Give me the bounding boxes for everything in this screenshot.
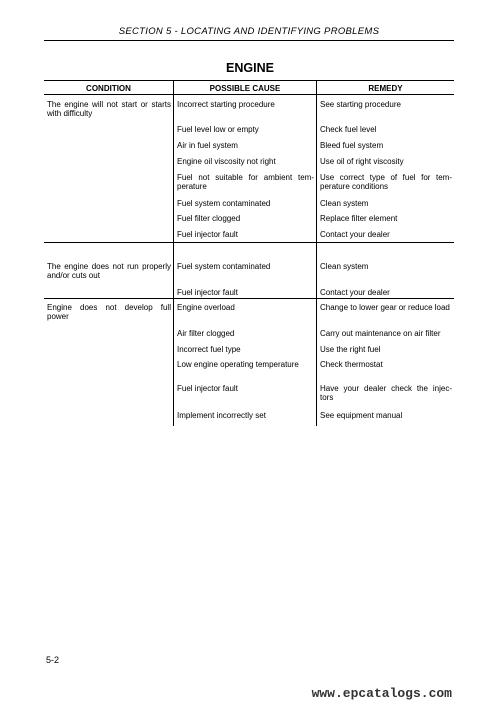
remedy-cell: Carry out maintenance on air filter [320,329,441,338]
watermark-url[interactable]: www.epcatalogs.com [311,686,452,701]
cause-cell: Engine overload [177,303,235,312]
cause-cell: Fuel system contaminated [177,199,271,208]
remedy-cell: Clean system [320,199,369,208]
cause-cell: Incorrect fuel type [177,345,241,354]
remedy-cell: Clean system [320,262,369,271]
header-bottom-rule [44,94,454,95]
column-divider [316,80,317,426]
cause-cell: Implement incorrectly set [177,411,266,420]
cause-cell: Fuel injector fault [177,288,238,297]
column-divider [173,80,174,426]
cause-cell: Engine oil viscosity not right [177,157,276,166]
remedy-cell: See starting procedure [320,100,401,109]
remedy-cell: See equipment manual [320,411,403,420]
page-number: 5-2 [46,655,60,665]
column-header-remedy: REMEDY [368,84,403,93]
cause-cell: Air in fuel system [177,141,238,150]
remedy-cell: Check thermostat [320,360,383,369]
remedy-cell: Replace filter element [320,214,398,223]
group-separator-rule [44,298,454,299]
cause-cell: Fuel level low or empty [177,125,259,134]
remedy-cell: Change to lower gear or reduce load [320,303,450,312]
column-header-cause: POSSIBLE CAUSE [209,84,281,93]
cause-cell: Fuel not suitable for ambient tem- perature [177,173,314,191]
page-title: ENGINE [226,61,274,75]
condition-cell: The engine does not run properly and/or cuts out [47,262,171,280]
column-header-condition: CONDITION [86,84,131,93]
remedy-cell: Use oil of right viscosity [320,157,404,166]
cause-cell: Air filter clogged [177,329,235,338]
header-rule [44,40,454,41]
remedy-cell: Contact your dealer [320,288,390,297]
cause-cell: Fuel injector fault [177,230,238,239]
condition-cell: Engine does not develop full power [47,303,171,321]
cause-cell: Fuel system contaminated [177,262,271,271]
remedy-cell: Bleed fuel system [320,141,384,150]
remedy-cell: Use the right fuel [320,345,381,354]
table-top-rule [44,80,454,81]
cause-cell: Fuel filter clogged [177,214,241,223]
cause-cell: Fuel injector fault [177,384,238,393]
condition-cell: The engine will not start or starts with difficulty [47,100,171,118]
group-separator-rule [44,242,454,243]
remedy-cell: Use correct type of fuel for tem- perature conditions [320,173,452,191]
cause-cell: Low engine operating temperature [177,360,299,369]
section-header: SECTION 5 - LOCATING AND IDENTIFYING PROBLEMS [118,26,380,37]
remedy-cell: Check fuel level [320,125,377,134]
remedy-cell: Have your dealer check the injec- tors [320,384,452,402]
cause-cell: Incorrect starting procedure [177,100,275,109]
remedy-cell: Contact your dealer [320,230,390,239]
